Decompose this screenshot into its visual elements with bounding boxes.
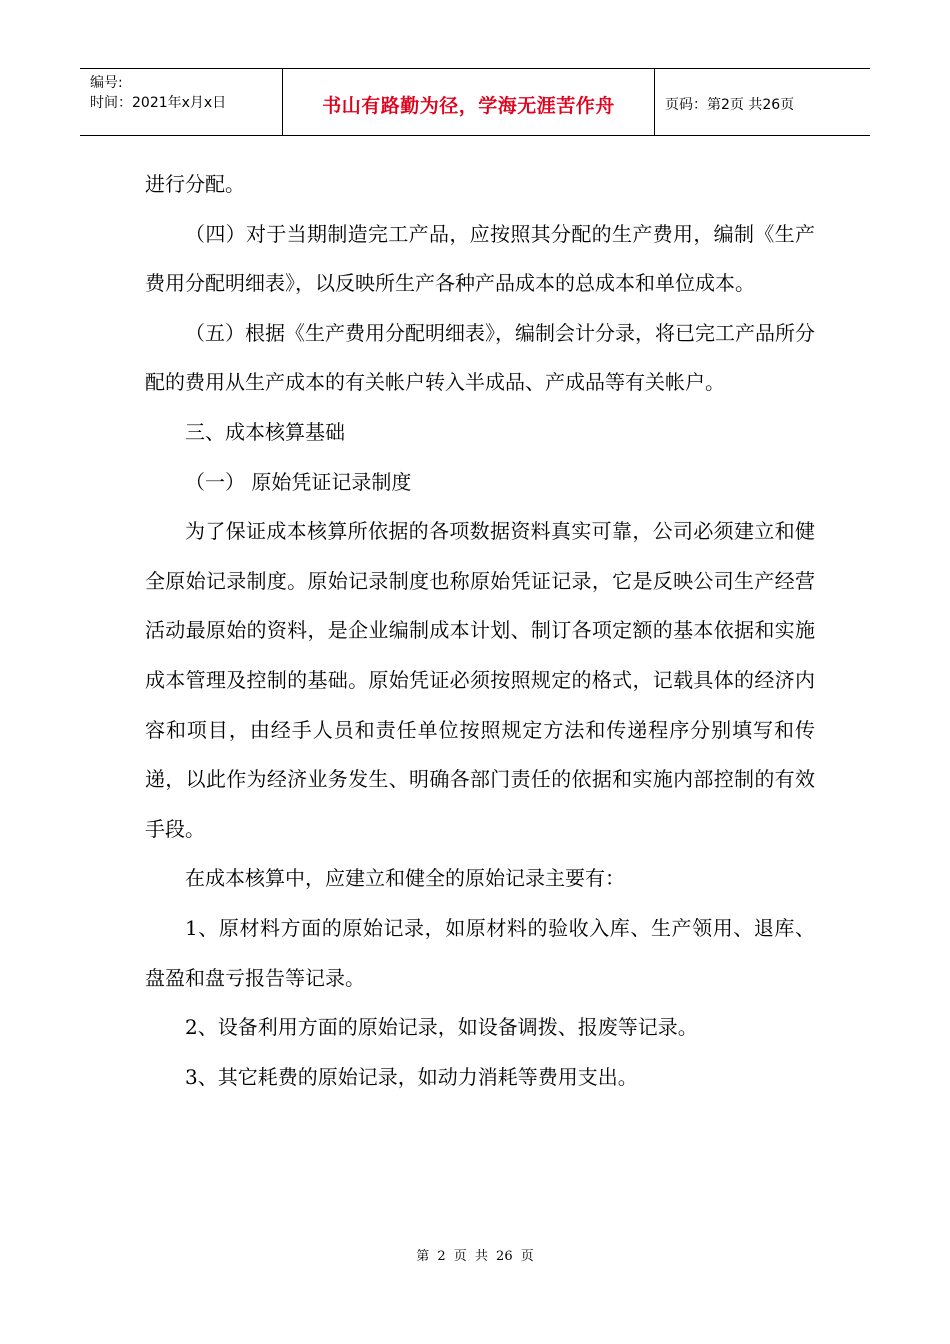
- header-meta-cell: [80, 69, 283, 135]
- paragraph-original-records: 为了保证成本核算所依据的各项数据资料真实可靠，公司必须建立和健全原始记录制度。原始记录制度也称原始凭证记录，它是反映公司生产经营活动最原始的资料，是企业编制成本计划、制订各项定额的基本依据和实施成本管理及控制的基础。原始凭证必须按照规定的格式，记载具体的经济内容和项目，由经手人员和责任单位按照规定方法和传递程序分别填写和传递，以此作为经济业务发生、明确各部门责任的依据和实施内部控制的有效手段。: [145, 519, 815, 841]
- list-item-raw-materials: 1、原材料方面的原始记录，如原材料的验收入库、生产领用、退库、盘盈和盘亏报告等记录。: [145, 915, 815, 990]
- page-header: [80, 68, 870, 136]
- paragraph-continuation: 进行分配。: [145, 172, 245, 196]
- header-motto-cell: [283, 69, 655, 135]
- paragraph-records-intro: 在成本核算中，应建立和健全的原始记录主要有：: [185, 866, 625, 891]
- header-page-cell: [655, 69, 870, 135]
- document-number-label: 编号:: [90, 75, 123, 91]
- header-page-code: 页码：第2页 共26页: [665, 97, 795, 113]
- list-item-other-costs: 3、其它耗费的原始记录，如动力消耗等费用支出。: [185, 1064, 638, 1089]
- section-heading: 三、成本核算基础: [185, 419, 345, 444]
- list-item-equipment: 2、设备利用方面的原始记录，如设备调拨、报废等记录。: [185, 1015, 698, 1040]
- document-body: [145, 160, 815, 1102]
- header-motto: 书山有路勤为径，学海无涯苦作舟: [322, 94, 615, 117]
- page-footer: 第 2 页 共 26 页: [416, 1249, 534, 1264]
- subsection-heading: （一） 原始凭证记录制度: [185, 469, 412, 494]
- document-date: 时间：2021年x月x日: [90, 95, 227, 111]
- paragraph-item-5: （五）根据《生产费用分配明细表》，编制会计分录，将已完工产品所分配的费用从生产成本的有关帐户转入半成品、产成品等有关帐户。: [145, 320, 815, 395]
- paragraph-item-4: （四）对于当期制造完工产品，应按照其分配的生产费用，编制《生产费用分配明细表》，以反映所生产各种产品成本的总成本和单位成本。: [145, 221, 815, 296]
